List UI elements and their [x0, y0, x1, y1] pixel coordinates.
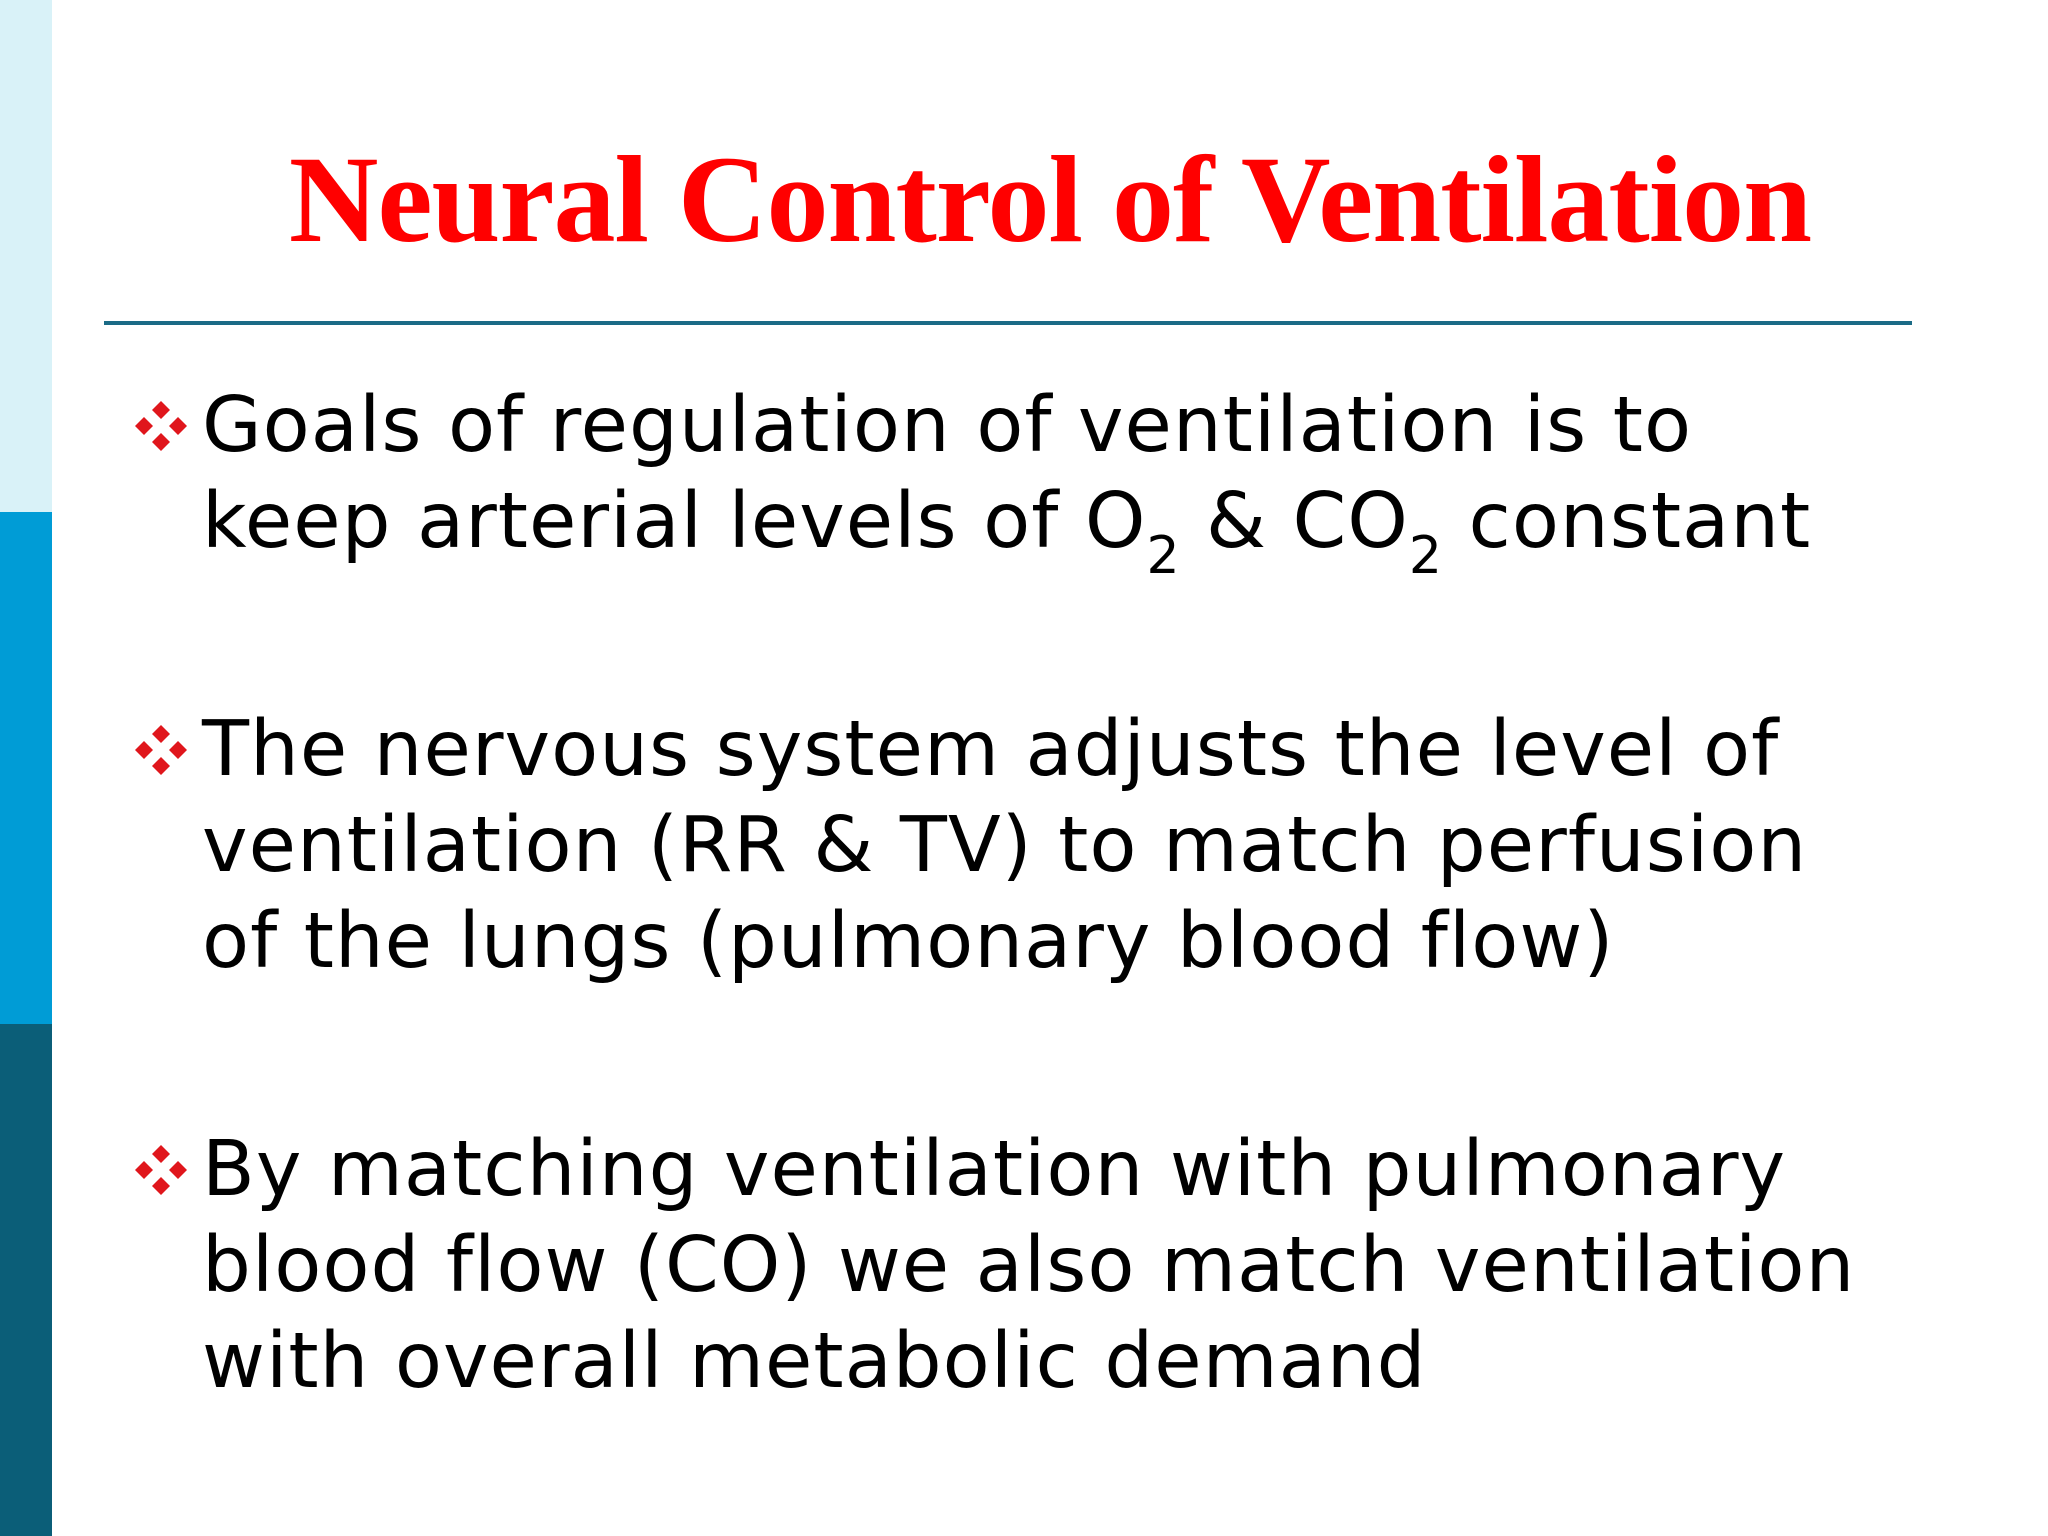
- text-run: constant: [1443, 477, 1812, 566]
- side-band-light: [0, 0, 52, 512]
- bullet-line: ventilation (RR & TV) to match perfusion: [202, 801, 1808, 890]
- bullet-item: [130, 702, 1960, 990]
- subscript: 2: [1408, 526, 1444, 586]
- slide-title: Neural Control of Ventilation: [288, 131, 1812, 268]
- four-diamond-bullet-icon: [130, 724, 192, 776]
- bullet-line: [202, 474, 1960, 586]
- side-band-dark: [0, 1024, 52, 1536]
- bullet-item: [130, 1122, 1960, 1410]
- bullet-item: [130, 378, 1960, 586]
- bullet-line: blood flow (CO) we also match ventilation: [202, 1221, 1856, 1310]
- bullet-line: The nervous system adjusts the level of: [202, 705, 1780, 794]
- text-run: keep arterial levels of O: [202, 477, 1147, 566]
- four-diamond-bullet-icon: [130, 1144, 192, 1196]
- bullet-line: Goals of regulation of ventilation is to: [202, 381, 1693, 470]
- subscript: 2: [1146, 526, 1181, 586]
- side-band-blue: [0, 512, 52, 1024]
- title-divider: [104, 321, 1912, 325]
- four-diamond-bullet-icon: [130, 400, 192, 452]
- bullet-line: of the lungs (pulmonary blood flow): [202, 897, 1615, 986]
- bullet-line: By matching ventilation with pulmonary: [202, 1125, 1787, 1214]
- bullet-list: [130, 378, 1960, 1410]
- text-run: & CO: [1180, 477, 1409, 566]
- bullet-line: with overall metabolic demand: [202, 1317, 1427, 1406]
